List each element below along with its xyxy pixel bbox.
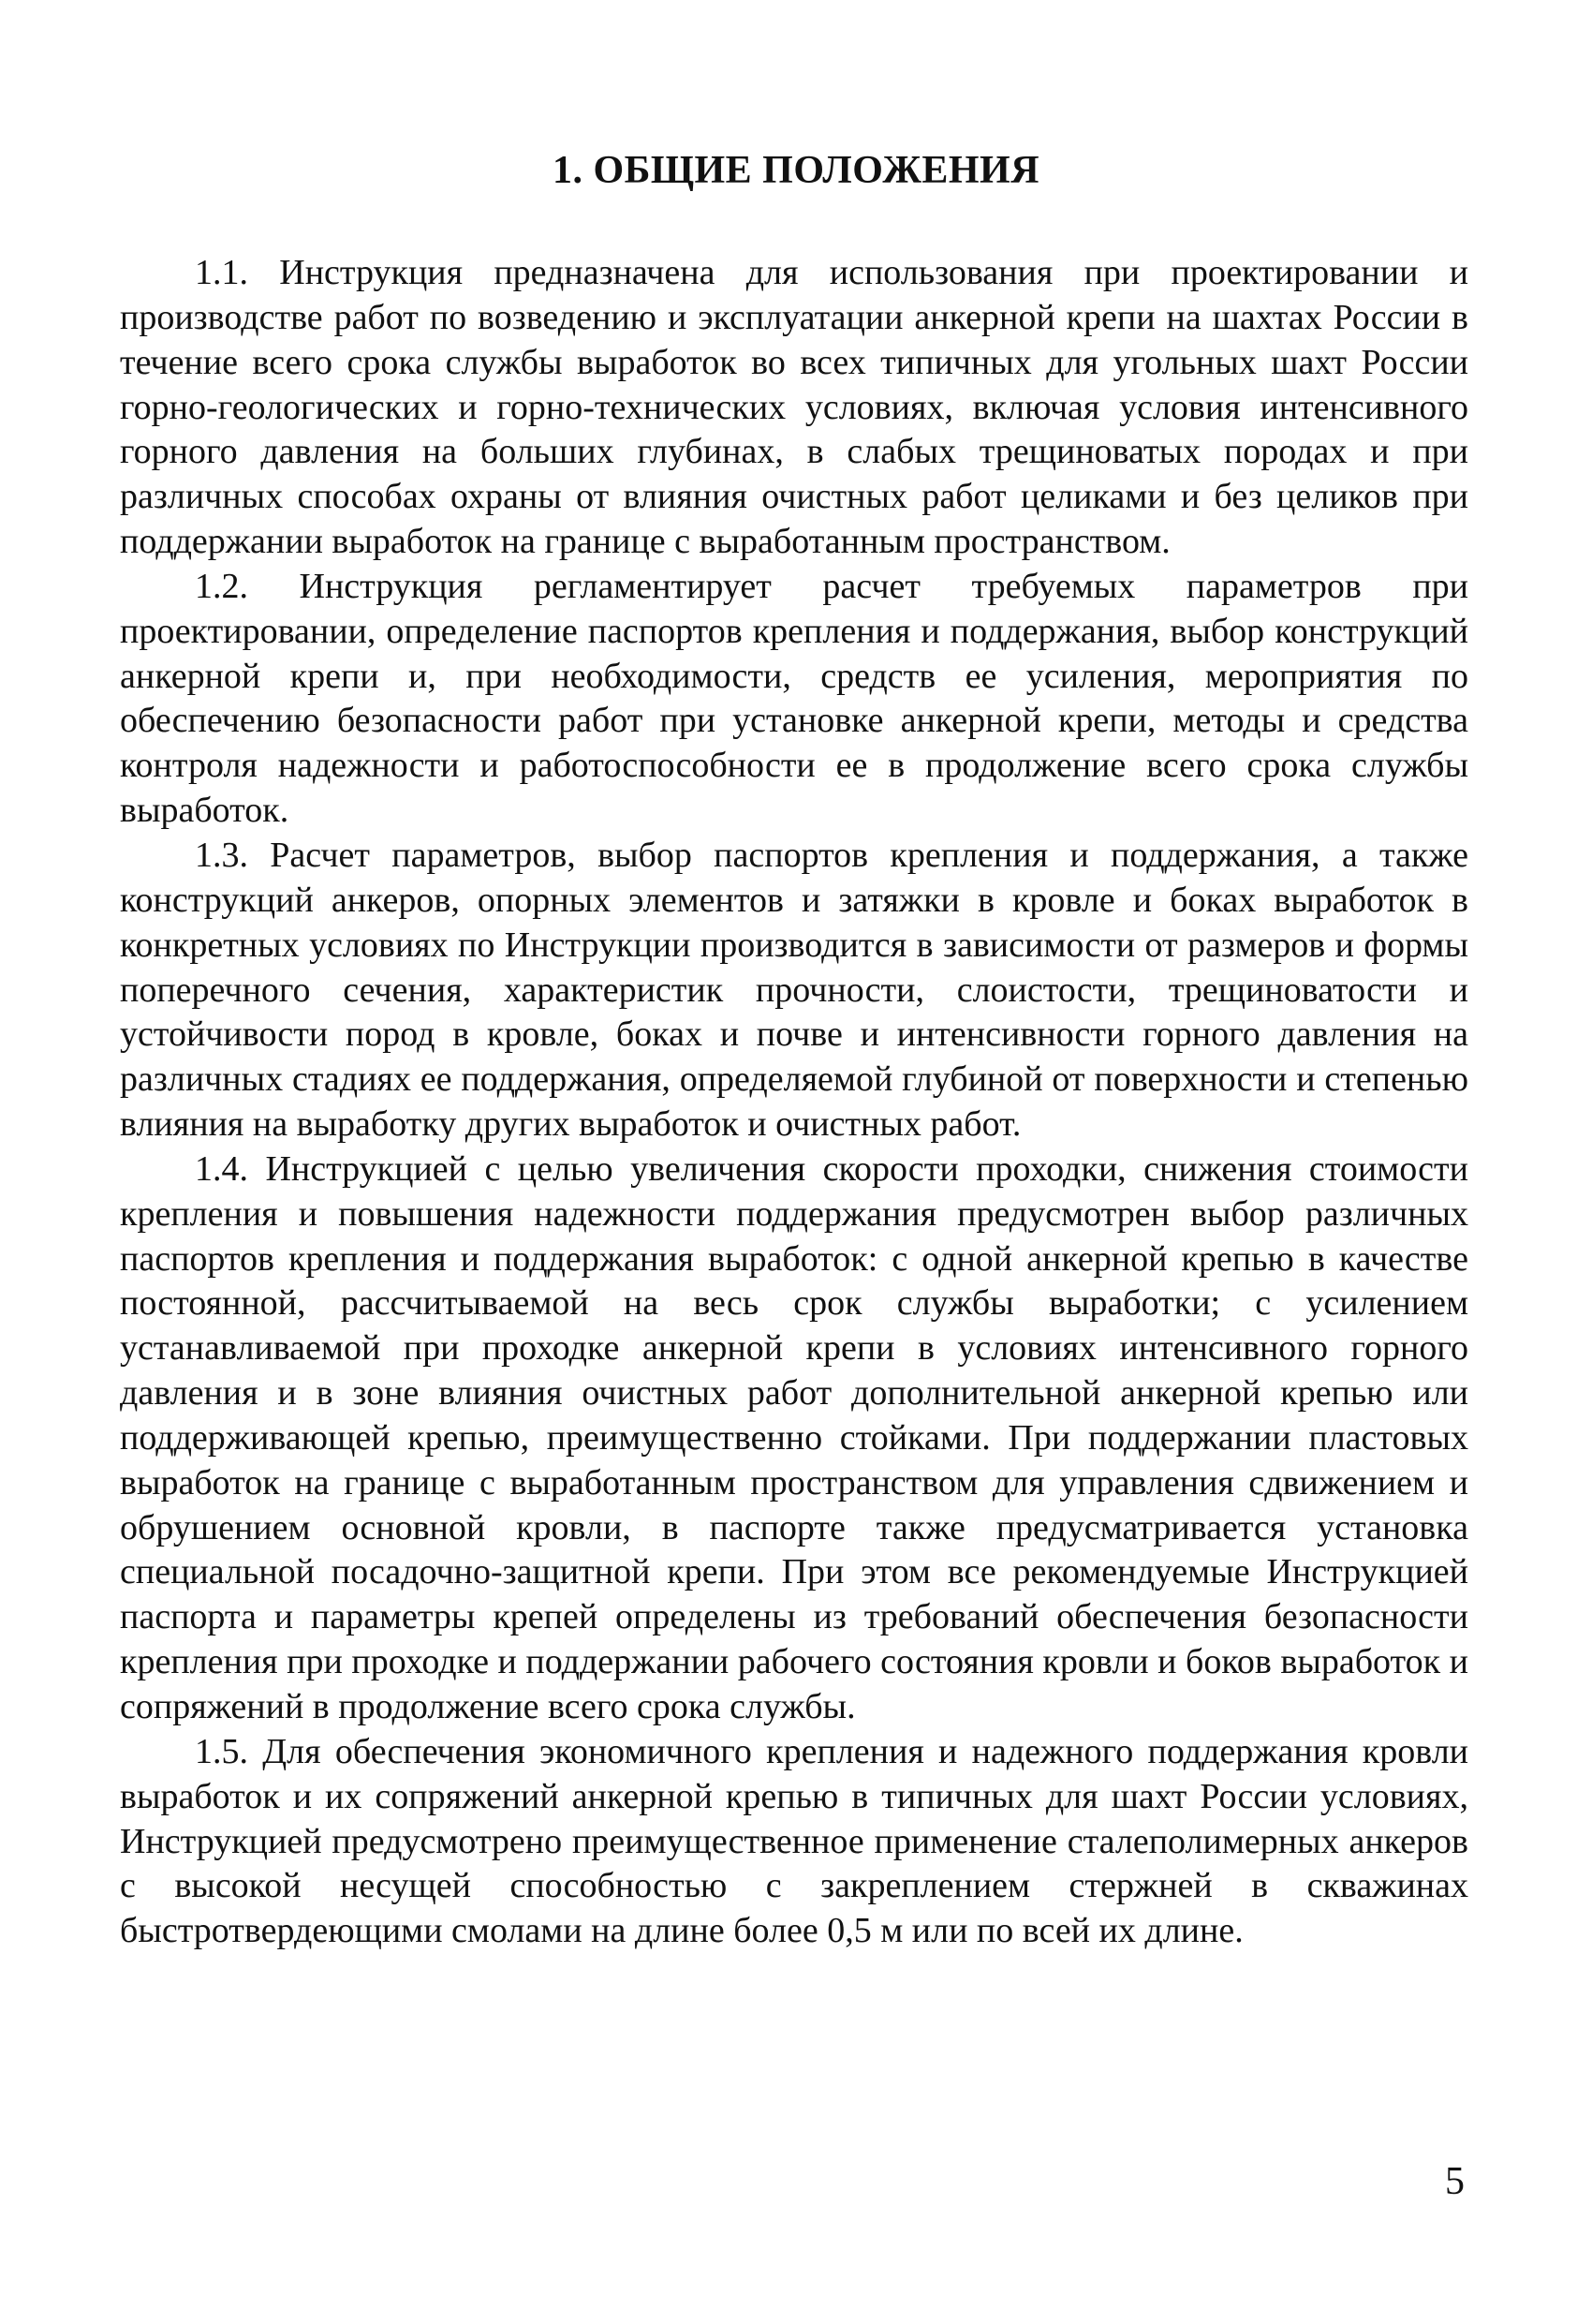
paragraph-text: Инструкцией с целью увеличения скорости проходки, снижения стоимости крепления и повышения надежности поддержания предусмотрен выбор различных паспортов крепления и поддержания выработок: с одной анкерной крепью в качестве постоянной, рассчитываемой на весь срок службы выработки; с усилением устанавливаемой при проходке анкерной крепи в условиях интенсивного горного давления и в зоне влияния очистных работ дополнительной анкерной крепью или поддерживающей крепью, преимущественно стойками. При поддержании пластовых выработок на границе с выработанным пространством для управления сдвижением и обрушением основной кровли, в паспорте также предусматривается установка специальной посадочно-защитной крепи. При этом все рекомендуемые Инструкцией паспорта и параметры крепей определены из требований обеспечения безопасности крепления при проходке и поддержании рабочего состояния кровли и боков выработок и сопряжений в продолжение всего срока службы.	[120, 1148, 1468, 1726]
paragraph-1-4	[120, 1147, 1468, 1730]
paragraph-number: 1.3.	[195, 835, 248, 875]
paragraph-text: Для обеспечения экономичного крепления и надежного поддержания кровли выработок и их сопряжений анкерной крепью в типичных для шахт России условиях, Инструкцией предусмотрено преимущественное применение сталеполимерных анкеров с высокой несущей способностью с закреплением стержней в скважинах быстротвердеющими смолами на длине более 0,5 м или по всей их длине.	[120, 1731, 1469, 1951]
paragraph-text: Расчет параметров, выбор паспортов крепления и поддержания, а также конструкций анкеров, опорных элементов и затяжки в кровле и боках выработок в конкретных условиях по Инструкции производится в зависимости от размеров и формы поперечного сечения, характеристик прочности, слоистости, трещиноватости и устойчивости пород в кровле, боках и почве и интенсивности горного давления на различных стадиях ее поддержания, определяемой глубиной от поверхности и степенью влияния на выработку других выработок и очистных работ.	[120, 835, 1468, 1145]
paragraph-number: 1.2.	[195, 566, 248, 606]
paragraph-text: Инструкция регламентирует расчет требуемых параметров при проектировании, определение паспортов крепления и поддержания, выбор конструкций анкерной крепи и, при необходимости, средств ее усиления, мероприятия по обеспечению безопасности работ при установке анкерной крепи, методы и средства контроля надежности и работоспособности ее в продолжение всего срока службы выработок.	[120, 566, 1469, 831]
section-heading: 1. ОБЩИЕ ПОЛОЖЕНИЯ	[552, 149, 1040, 192]
paragraph-1-1	[120, 251, 1468, 565]
paragraph-number: 1.5.	[195, 1731, 248, 1771]
page-number: 5	[1445, 2160, 1465, 2203]
paragraph-1-3	[120, 834, 1468, 1147]
paragraph-1-5	[120, 1730, 1468, 1954]
section-body	[120, 251, 1468, 1954]
paragraph-number: 1.4.	[195, 1148, 248, 1189]
paragraph-1-2	[120, 565, 1468, 834]
paragraph-number: 1.1.	[195, 253, 248, 292]
paragraph-text: Инструкция предназначена для использования при проектировании и производстве работ по возведению и эксплуатации анкерной крепи на шахтах России в течение всего срока службы выработок во всех типичных для угольных шахт России горно-геологических и горно-технических условиях, включая условия интенсивного горного давления на больших глубинах, в слабых трещиноватых породах и при различных способах охраны от влияния очистных работ целиками и без целиков при поддержании выработок на границе с выработанным пространством.	[120, 253, 1468, 562]
